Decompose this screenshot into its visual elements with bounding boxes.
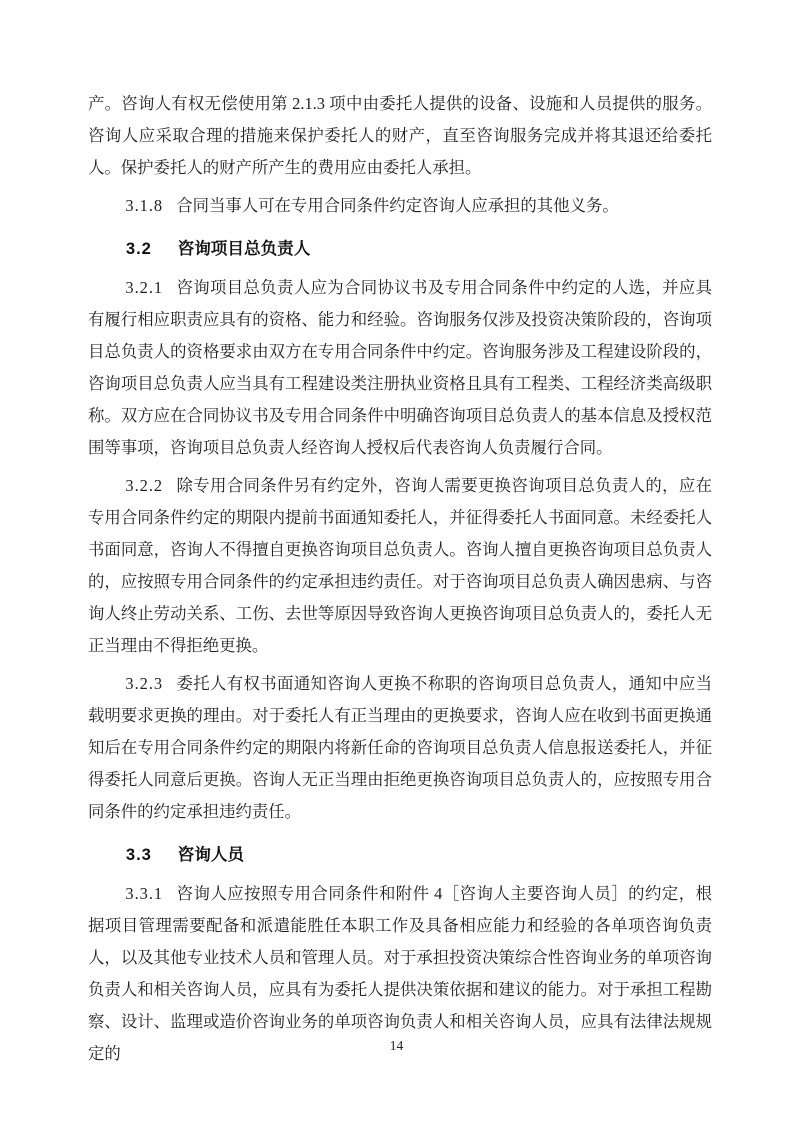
clause-text: 除专用合同条件另有约定外，咨询人需要更换咨询项目总负责人的，应在专用合同条件约定的期限内提前书面通知委托人，并征得委托人书面同意。未经委托人书面同意，咨询人不得擅自更换咨询项目总负责人。咨询人擅自更换咨询项目总负责人的，应按照专用合同条件的约定承担违约责任。对于咨询项目总负责人确因患病、与咨询人终止劳动关系、工伤、去世等原因导致咨询人更换咨询项目总负责人的，委托人无正当理由不得拒绝更换。 xyxy=(88,476,712,655)
clause-text: 咨询项目总负责人应为合同协议书及专用合同条件中约定的人选，并应具有履行相应职责应具有的资格、能力和经验。咨询服务仅涉及投资决策阶段的，咨询项目总负责人的资格要求由双方在专用合同条件中约定。咨询服务涉及工程建设阶段的，咨询项目总负责人应当具有工程建设类注册执业资格且具有工程类、工程经济类高级职称。双方应在合同协议书及专用合同条件中明确咨询项目总负责人的基本信息及授权范围等事项，咨询项目总负责人经咨询人授权后代表咨询人负责履行合同。 xyxy=(88,278,712,457)
page-footer xyxy=(0,1038,793,1054)
clause-number: 3.3.1 xyxy=(125,884,164,903)
page-content xyxy=(88,88,712,1076)
section-number: 3.3 xyxy=(125,845,152,864)
section-heading-3-2 xyxy=(88,233,712,265)
section-title: 咨询人员 xyxy=(177,845,244,864)
section-title: 咨询项目总负责人 xyxy=(177,239,311,258)
clause-text: 委托人有权书面通知咨询人更换不称职的咨询项目总负责人，通知中应当载明要求更换的理由。对于委托人有正当理由的更换要求，咨询人应在收到书面更换通知后在专用合同条件约定的期限内将新任命的咨询项目总负责人信息报送委托人，并征得委托人同意后更换。咨询人无正当理由拒绝更换咨询项目总负责人的，应按照专用合同条件的约定承担违约责任。 xyxy=(88,674,712,821)
clause-3-2-1 xyxy=(88,272,712,464)
clause-3-1-8 xyxy=(88,190,712,222)
paragraph-continuation: 产。咨询人有权无偿使用第 2.1.3 项中由委托人提供的设备、设施和人员提供的服务。咨询人应采取合理的措施来保护委托人的财产，直至咨询服务完成并将其退还给委托人。保护委托人的财产所产生的费用应由委托人承担。 xyxy=(88,94,712,177)
clause-number: 3.2.2 xyxy=(125,476,164,495)
clause-text: 咨询人应按照专用合同条件和附件 4［咨询人主要咨询人员］的约定，根据项目管理需要配备和派遣能胜任本职工作及具备相应能力和经验的各单项咨询负责人，以及其他专业技术人员和管理人员。对于承担投资决策综合性咨询业务的单项咨询负责人和相关咨询人员，应具有为委托人提供决策依据和建议的能力。对于承担工程勘察、设计、监理或造价咨询业务的单项咨询负责人和相关咨询人员，应具有法律法规规定的 xyxy=(88,884,712,1063)
clause-number: 3.1.8 xyxy=(125,196,164,215)
clause-3-2-2 xyxy=(88,470,712,662)
clause-3-2-3 xyxy=(88,668,712,828)
clause-number: 3.2.3 xyxy=(125,674,164,693)
clause-number: 3.2.1 xyxy=(125,278,164,297)
section-number: 3.2 xyxy=(125,239,152,258)
page-number: 14 xyxy=(389,1038,404,1053)
clause-text: 合同当事人可在专用合同条件约定咨询人应承担的其他义务。 xyxy=(176,196,619,215)
section-heading-3-3 xyxy=(88,839,712,871)
